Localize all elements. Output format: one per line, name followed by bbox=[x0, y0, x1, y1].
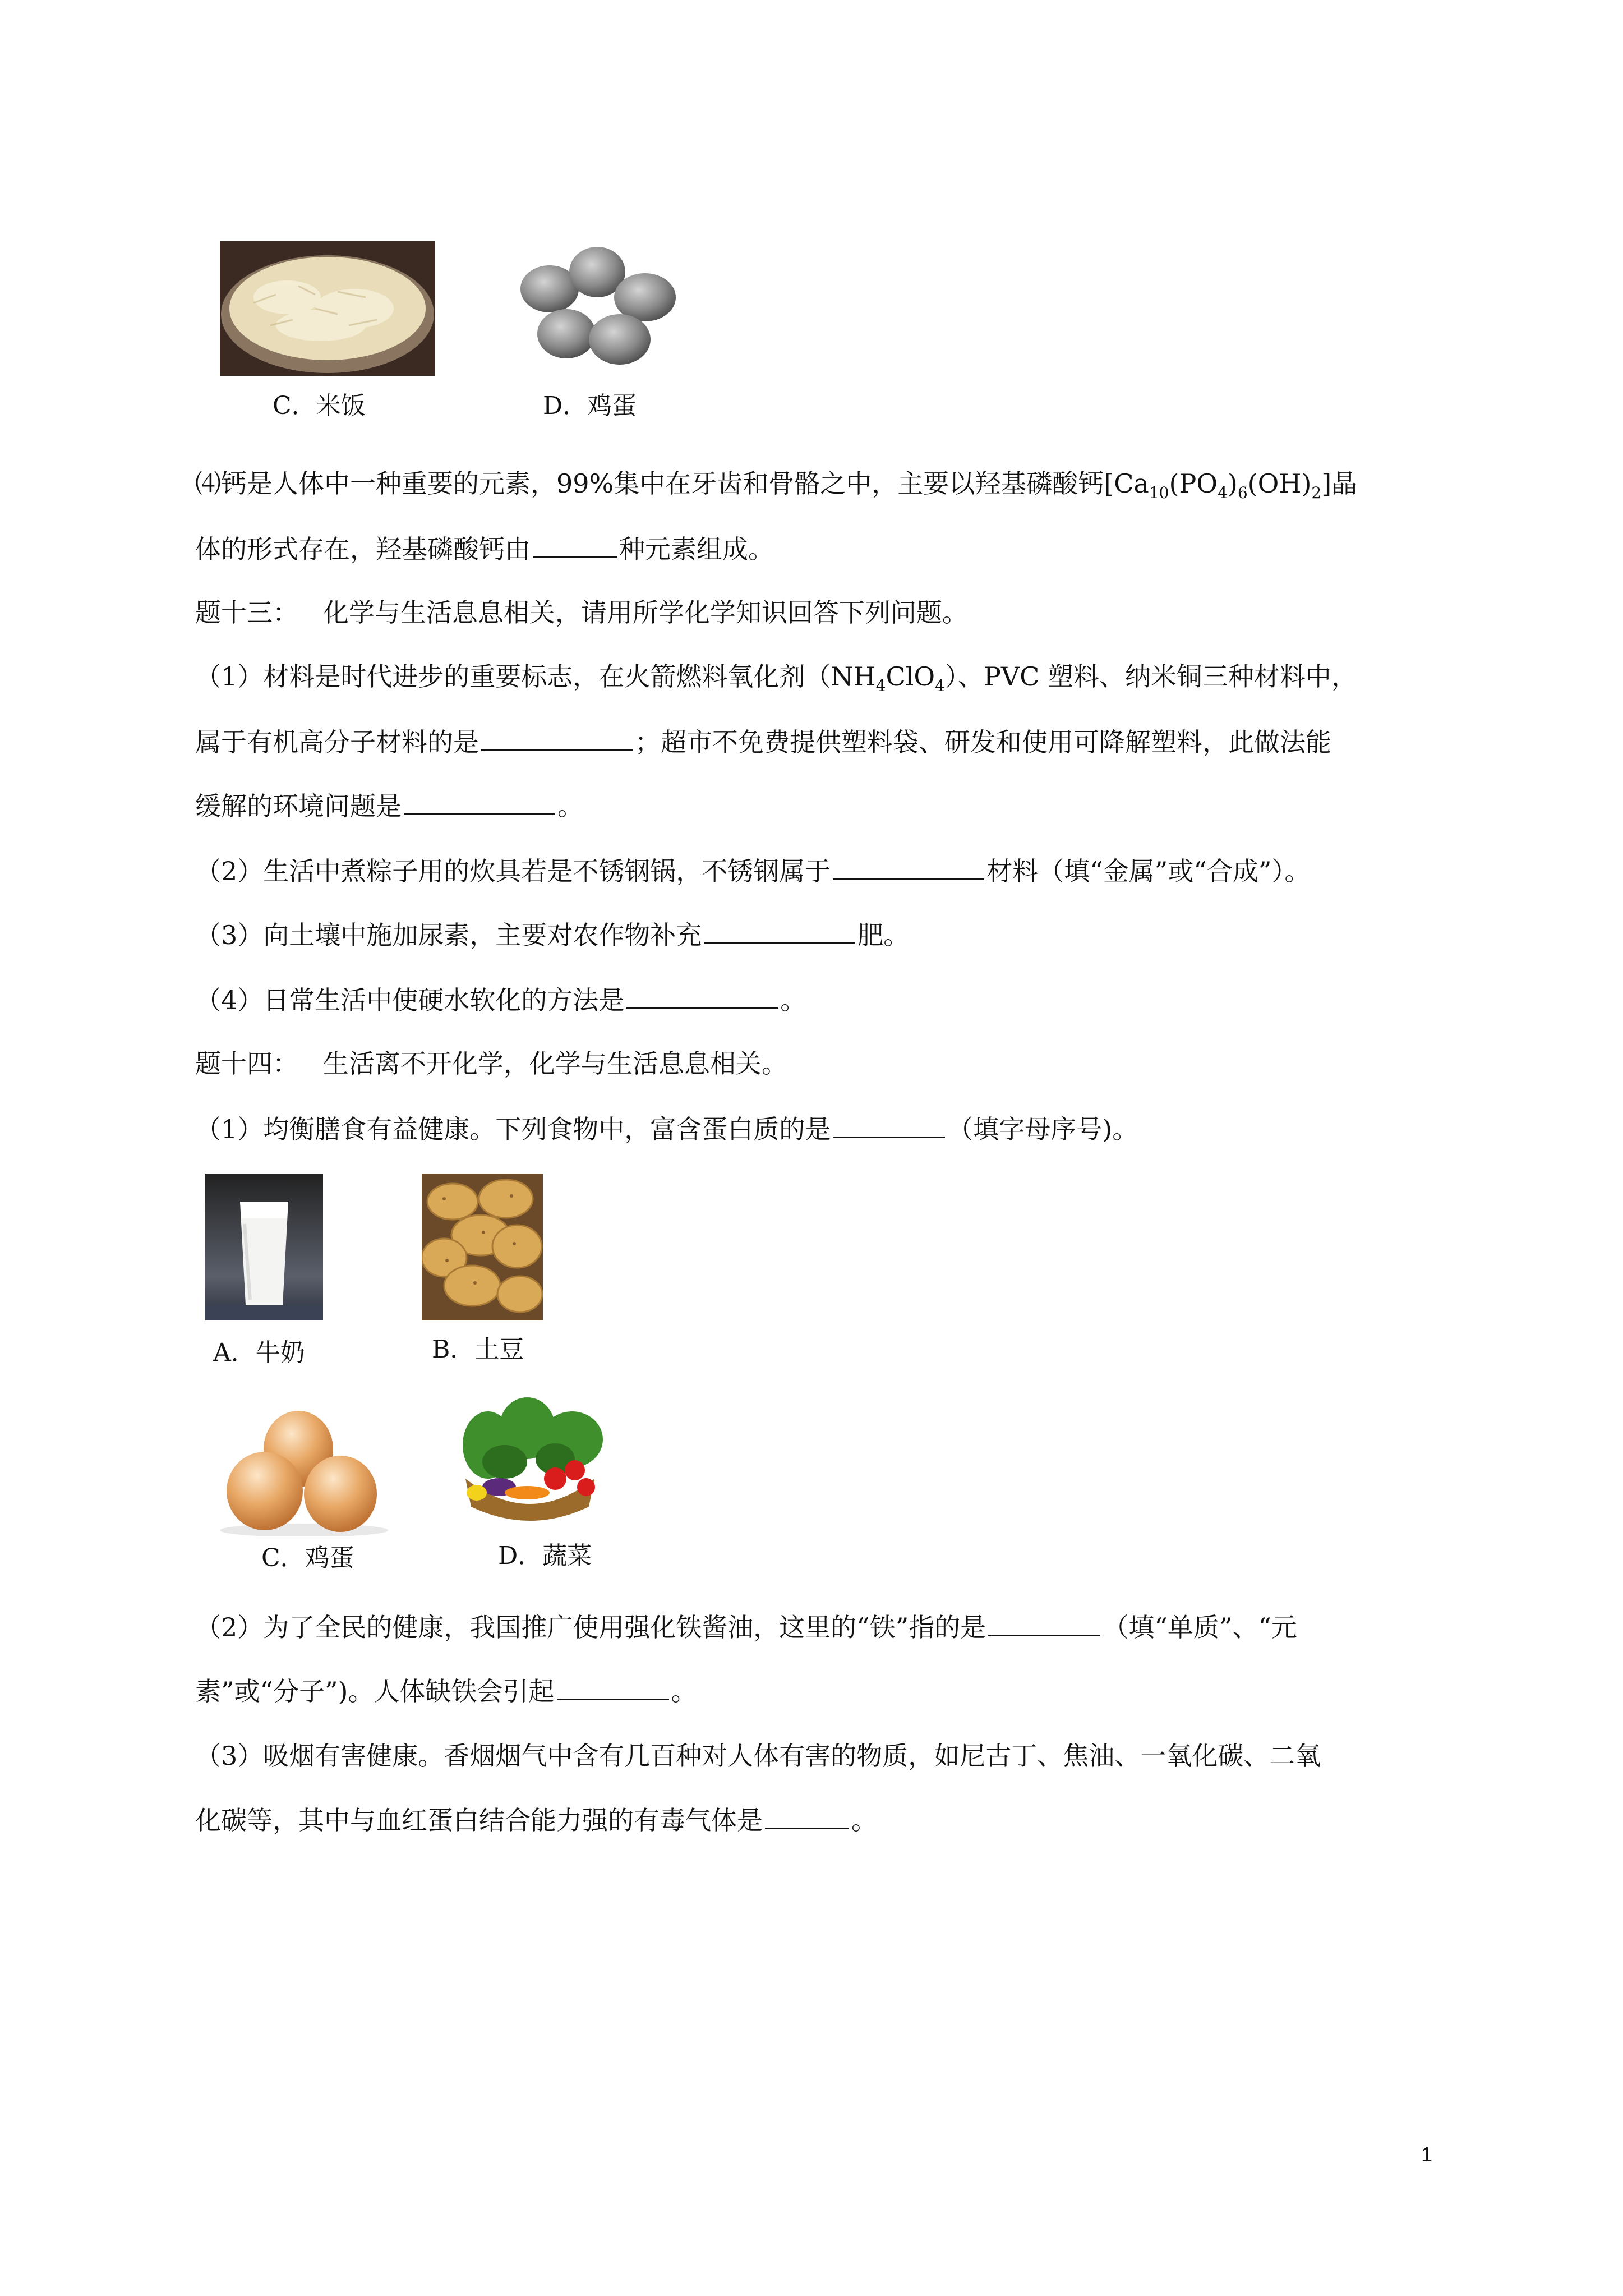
q13-p1-line2: 属于有机高分子材料的是 ；超市不免费提供塑料袋、研发和使用可降解塑料，此做法能 bbox=[195, 725, 1331, 759]
vegetables-image bbox=[443, 1395, 617, 1529]
q13-p2: （2）生活中煮粽子用的炊具若是不锈钢锅，不锈钢属于 材料（填“金属”或“合成”）。 bbox=[195, 854, 1310, 888]
q4-line2: 体的形式存在，羟基磷酸钙由 种元素组成。 bbox=[195, 532, 774, 566]
potatoes-image bbox=[422, 1174, 543, 1320]
caption-c-rice: C．米饭 bbox=[273, 392, 366, 420]
caption-d-vegetable: D．蔬菜 bbox=[498, 1542, 592, 1570]
q13-p3: （3）向土壤中施加尿素，主要对农作物补充 肥。 bbox=[195, 918, 909, 952]
caption-b-potato: B．土豆 bbox=[432, 1335, 524, 1364]
q13-p4: （4）日常生活中使硬水软化的方法是 。 bbox=[195, 983, 806, 1017]
q14-p1: （1）均衡膳食有益健康。下列食物中，富含蛋白质的是 （填字母序号)。 bbox=[195, 1112, 1138, 1146]
q14-p3-line1: （3）吸烟有害健康。香烟烟气中含有几百种对人体有害的物质，如尼古丁、焦油、一氧化碳、二氧 bbox=[195, 1741, 1321, 1771]
answer-blank[interactable] bbox=[533, 532, 617, 558]
answer-blank[interactable] bbox=[481, 725, 633, 751]
caption-c-egg: C．鸡蛋 bbox=[261, 1544, 354, 1572]
q14-p2-line2: 素”或“分子”)。人体缺铁会引起 。 bbox=[195, 1674, 697, 1708]
q14-p3-line2: 化碳等，其中与血红蛋白结合能力强的有毒气体是 。 bbox=[195, 1803, 877, 1837]
q13-p1-line1: （1）材料是时代进步的重要标志，在火箭燃料氧化剂$(NH_4ClO_4)$、PVC 塑料、纳米铜三种材料中， bbox=[195, 661, 1357, 696]
eggs-image-gray bbox=[494, 236, 690, 376]
answer-blank[interactable] bbox=[404, 789, 555, 815]
answer-blank[interactable] bbox=[833, 854, 984, 880]
answer-blank[interactable] bbox=[765, 1803, 849, 1829]
answer-blank[interactable] bbox=[833, 1112, 945, 1138]
answer-blank[interactable] bbox=[704, 918, 855, 944]
answer-blank[interactable] bbox=[557, 1674, 669, 1700]
q13-title: 题十三： 化学与生活息息相关，请用所学化学知识回答下列问题。 bbox=[195, 597, 968, 628]
caption-a-milk: A．牛奶 bbox=[213, 1338, 305, 1367]
answer-blank[interactable] bbox=[626, 983, 778, 1009]
answer-blank[interactable] bbox=[988, 1610, 1100, 1636]
eggs-image-color bbox=[214, 1407, 394, 1536]
q13-p1-line3: 缓解的环境问题是 。 bbox=[195, 789, 583, 823]
caption-d-egg: D．鸡蛋 bbox=[543, 392, 637, 420]
milk-image bbox=[205, 1174, 323, 1320]
q14-title: 题十四： 生活离不开化学，化学与生活息息相关。 bbox=[195, 1048, 787, 1079]
rice-image bbox=[220, 241, 435, 376]
q4-line1: ⑷钙是人体中一种重要的元素，99%集中在牙齿和骨骼之中，主要以羟基磷酸钙$[Ca_{10}(PO_4)_6(OH)_2]$晶 bbox=[195, 468, 1358, 503]
q14-p2-line1: （2）为了全民的健康，我国推广使用强化铁酱油，这里的“铁”指的是 （填“单质”、“元 bbox=[195, 1610, 1297, 1644]
page-number: 1 bbox=[1421, 2143, 1432, 2166]
